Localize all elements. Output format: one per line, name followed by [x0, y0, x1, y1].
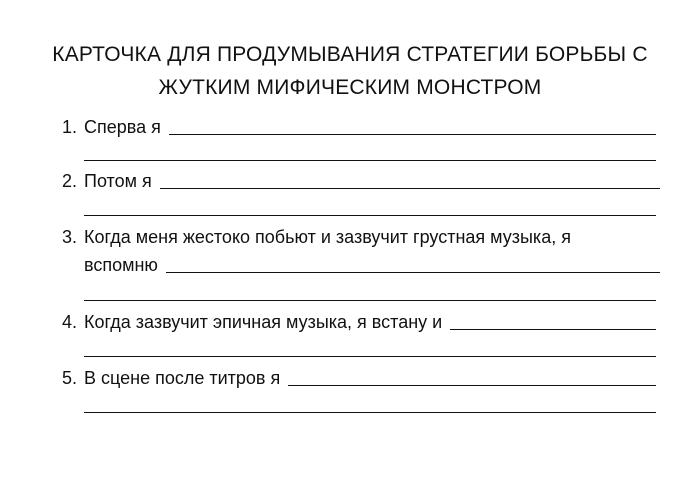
- item-3-answer-line-2[interactable]: [84, 300, 656, 301]
- item-2-answer-blank[interactable]: [160, 188, 660, 189]
- item-4-text: Когда зазвучит эпичная музыка, я встану и: [84, 312, 443, 332]
- item-3-text-2: вспомню: [84, 255, 158, 275]
- item-3-number: 3.: [62, 227, 78, 247]
- item-3: [62, 226, 662, 248]
- item-4: [62, 311, 656, 333]
- item-4-number: 4.: [62, 312, 78, 332]
- item-1-answer-blank[interactable]: [169, 134, 656, 135]
- item-5-answer-blank[interactable]: [288, 385, 656, 386]
- item-1-number: 1.: [62, 117, 78, 137]
- item-4-answer-blank[interactable]: [450, 329, 656, 330]
- item-2-text: Потом я: [84, 171, 152, 191]
- item-5-text: В сцене после титров я: [84, 368, 281, 388]
- item-2-answer-line-2[interactable]: [84, 215, 656, 216]
- item-3-answer-blank[interactable]: [166, 272, 660, 273]
- item-2: [62, 170, 660, 192]
- card-title-line-2: ЖУТКИМ МИФИЧЕСКИМ МОНСТРОМ: [158, 76, 542, 99]
- item-1-answer-line-2[interactable]: [84, 160, 656, 161]
- item-5: [62, 367, 656, 389]
- item-5-number: 5.: [62, 368, 78, 388]
- item-1-text: Сперва я: [84, 117, 161, 137]
- item-5-answer-line-2[interactable]: [84, 412, 656, 413]
- card-title-line-1: КАРТОЧКА ДЛЯ ПРОДУМЫВАНИЯ СТРАТЕГИИ БОРЬБЫ С: [52, 43, 648, 66]
- item-3-continuation: [84, 254, 660, 276]
- item-2-number: 2.: [62, 171, 78, 191]
- item-1: [62, 116, 656, 138]
- item-4-answer-line-2[interactable]: [84, 356, 656, 357]
- item-3-text: Когда меня жестоко побьют и зазвучит грустная музыка, я: [84, 227, 571, 247]
